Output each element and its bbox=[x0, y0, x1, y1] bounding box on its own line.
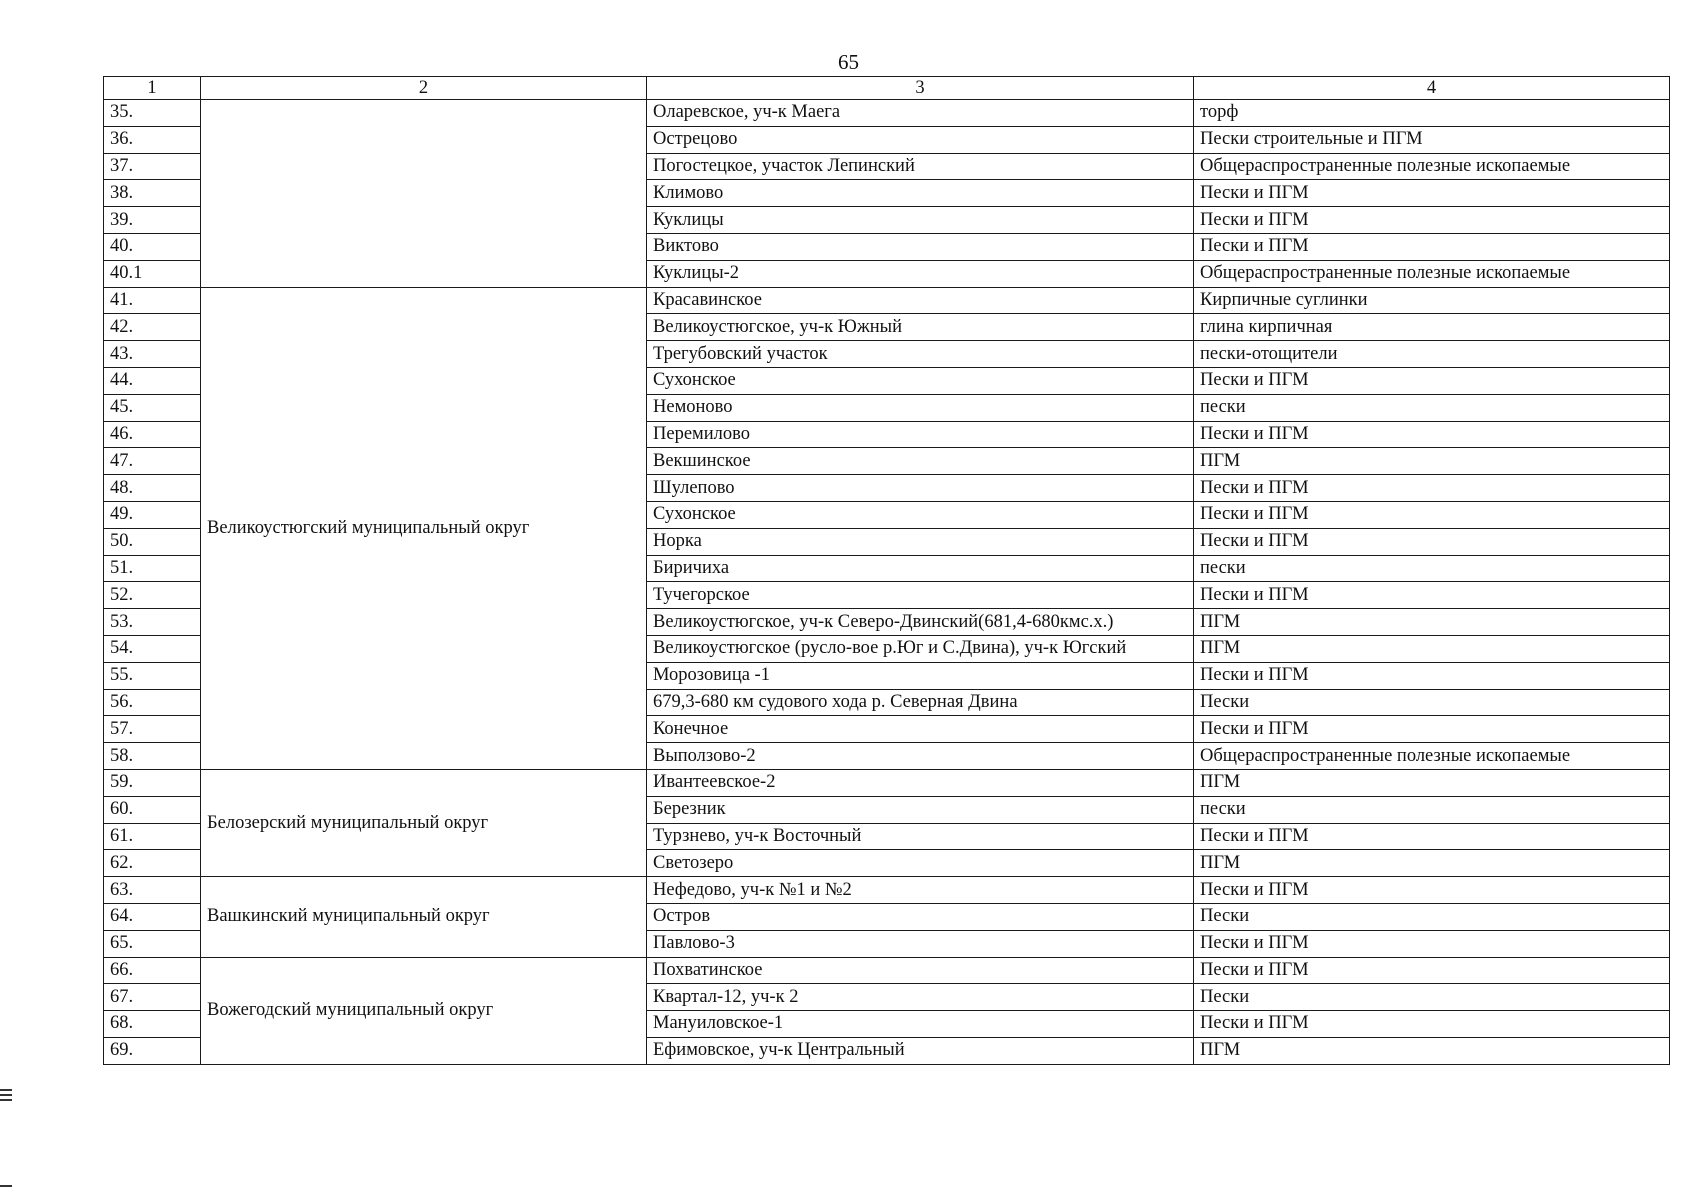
deposit-name: Биричиха bbox=[647, 555, 1194, 582]
mineral-type: Пески и ПГМ bbox=[1194, 207, 1670, 234]
table-body bbox=[104, 100, 1670, 1065]
deposit-name: Куклицы-2 bbox=[647, 260, 1194, 287]
mineral-type: Пески bbox=[1194, 903, 1670, 930]
header-row bbox=[104, 77, 1670, 100]
row-number: 69. bbox=[104, 1037, 201, 1064]
deposit-name: Похватинское bbox=[647, 957, 1194, 984]
deposit-name: Сухонское bbox=[647, 367, 1194, 394]
deposit-name: Перемилово bbox=[647, 421, 1194, 448]
mineral-type: Пески и ПГМ bbox=[1194, 716, 1670, 743]
mineral-type: пески bbox=[1194, 555, 1670, 582]
mineral-type: Пески и ПГМ bbox=[1194, 501, 1670, 528]
row-number: 47. bbox=[104, 448, 201, 475]
mineral-type: Пески и ПГМ bbox=[1194, 528, 1670, 555]
row-number: 59. bbox=[104, 769, 201, 796]
mineral-type: Общераспространенные полезные ископаемые bbox=[1194, 153, 1670, 180]
row-number: 61. bbox=[104, 823, 201, 850]
mineral-type: Пески и ПГМ bbox=[1194, 662, 1670, 689]
deposits-table bbox=[103, 76, 1670, 1065]
row-number: 58. bbox=[104, 743, 201, 770]
margin-mark bbox=[0, 1089, 12, 1091]
row-number: 45. bbox=[104, 394, 201, 421]
deposit-name: Остров bbox=[647, 903, 1194, 930]
mineral-type: Общераспространенные полезные ископаемые bbox=[1194, 260, 1670, 287]
mineral-type: Пески и ПГМ bbox=[1194, 957, 1670, 984]
header-col-2: 2 bbox=[201, 77, 647, 100]
mineral-type: пески bbox=[1194, 394, 1670, 421]
margin-mark bbox=[0, 1094, 12, 1096]
district-name: Белозерский муниципальный округ bbox=[201, 769, 647, 876]
deposit-name: Квартал-12, уч-к 2 bbox=[647, 984, 1194, 1011]
row-number: 60. bbox=[104, 796, 201, 823]
row-number: 53. bbox=[104, 609, 201, 636]
deposit-name: Острецово bbox=[647, 126, 1194, 153]
deposit-name: Светозеро bbox=[647, 850, 1194, 877]
row-number: 35. bbox=[104, 100, 201, 127]
mineral-type: Пески и ПГМ bbox=[1194, 582, 1670, 609]
deposit-name: Березник bbox=[647, 796, 1194, 823]
deposit-name: Великоустюгское, уч-к Южный bbox=[647, 314, 1194, 341]
mineral-type: ПГМ bbox=[1194, 609, 1670, 636]
margin-mark bbox=[0, 1185, 12, 1187]
mineral-type: Пески и ПГМ bbox=[1194, 823, 1670, 850]
table-row bbox=[104, 957, 1670, 984]
row-number: 44. bbox=[104, 367, 201, 394]
deposit-name: Морозовица -1 bbox=[647, 662, 1194, 689]
deposit-name: Шулепово bbox=[647, 475, 1194, 502]
deposit-name: Тучегорское bbox=[647, 582, 1194, 609]
table-row bbox=[104, 769, 1670, 796]
deposit-name: Ефимовское, уч-к Центральный bbox=[647, 1037, 1194, 1064]
deposit-name: Турзнево, уч-к Восточный bbox=[647, 823, 1194, 850]
deposit-name: Оларевское, уч-к Маега bbox=[647, 100, 1194, 127]
mineral-type: ПГМ bbox=[1194, 635, 1670, 662]
row-number: 68. bbox=[104, 1011, 201, 1038]
row-number: 66. bbox=[104, 957, 201, 984]
row-number: 65. bbox=[104, 930, 201, 957]
deposit-name: Климово bbox=[647, 180, 1194, 207]
row-number: 38. bbox=[104, 180, 201, 207]
deposit-name: Выползово-2 bbox=[647, 743, 1194, 770]
district-name: Вожегодский муниципальный округ bbox=[201, 957, 647, 1064]
mineral-type: Пески bbox=[1194, 984, 1670, 1011]
mineral-type: Пески и ПГМ bbox=[1194, 1011, 1670, 1038]
deposit-name: Погостецкое, участок Лепинский bbox=[647, 153, 1194, 180]
mineral-type: Пески и ПГМ bbox=[1194, 421, 1670, 448]
deposit-name: Векшинское bbox=[647, 448, 1194, 475]
mineral-type: Пески и ПГМ bbox=[1194, 877, 1670, 904]
deposit-name: Немоново bbox=[647, 394, 1194, 421]
table-row bbox=[104, 287, 1670, 314]
margin-mark bbox=[0, 1099, 12, 1101]
deposit-name: Норка bbox=[647, 528, 1194, 555]
mineral-type: Пески и ПГМ bbox=[1194, 367, 1670, 394]
deposit-name: Ивантеевское-2 bbox=[647, 769, 1194, 796]
deposit-name: Павлово-3 bbox=[647, 930, 1194, 957]
row-number: 40.1 bbox=[104, 260, 201, 287]
row-number: 55. bbox=[104, 662, 201, 689]
row-number: 67. bbox=[104, 984, 201, 1011]
mineral-type: Пески строительные и ПГМ bbox=[1194, 126, 1670, 153]
header-col-4: 4 bbox=[1194, 77, 1670, 100]
mineral-type: пески bbox=[1194, 796, 1670, 823]
deposit-name: Куклицы bbox=[647, 207, 1194, 234]
row-number: 43. bbox=[104, 341, 201, 368]
row-number: 37. bbox=[104, 153, 201, 180]
table-row bbox=[104, 100, 1670, 127]
mineral-type: ПГМ bbox=[1194, 1037, 1670, 1064]
mineral-type: ПГМ bbox=[1194, 448, 1670, 475]
row-number: 48. bbox=[104, 475, 201, 502]
mineral-type: Кирпичные суглинки bbox=[1194, 287, 1670, 314]
row-number: 41. bbox=[104, 287, 201, 314]
mineral-type: пески-отощители bbox=[1194, 341, 1670, 368]
deposit-name: Виктово bbox=[647, 233, 1194, 260]
page-number: 65 bbox=[838, 50, 859, 74]
deposit-name: Мануиловское-1 bbox=[647, 1011, 1194, 1038]
table-row bbox=[104, 877, 1670, 904]
deposit-name: Великоустюгское, уч-к Северо-Двинский(681,4-680кмс.х.) bbox=[647, 609, 1194, 636]
deposit-name: 679,3-680 км судового хода р. Северная Двина bbox=[647, 689, 1194, 716]
district-name: Великоустюгский муниципальный округ bbox=[201, 287, 647, 769]
mineral-type: Пески и ПГМ bbox=[1194, 180, 1670, 207]
row-number: 39. bbox=[104, 207, 201, 234]
mineral-type: Пески и ПГМ bbox=[1194, 930, 1670, 957]
mineral-type: торф bbox=[1194, 100, 1670, 127]
row-number: 42. bbox=[104, 314, 201, 341]
mineral-type: ПГМ bbox=[1194, 769, 1670, 796]
deposit-name: Сухонское bbox=[647, 501, 1194, 528]
district-name: Вашкинский муниципальный округ bbox=[201, 877, 647, 957]
mineral-type: Пески и ПГМ bbox=[1194, 475, 1670, 502]
row-number: 51. bbox=[104, 555, 201, 582]
row-number: 52. bbox=[104, 582, 201, 609]
mineral-type: Пески и ПГМ bbox=[1194, 233, 1670, 260]
row-number: 56. bbox=[104, 689, 201, 716]
mineral-type: Пески bbox=[1194, 689, 1670, 716]
deposit-name: Нефедово, уч-к №1 и №2 bbox=[647, 877, 1194, 904]
row-number: 46. bbox=[104, 421, 201, 448]
table-header bbox=[104, 77, 1670, 100]
mineral-type: Общераспространенные полезные ископаемые bbox=[1194, 743, 1670, 770]
header-col-1: 1 bbox=[104, 77, 201, 100]
row-number: 54. bbox=[104, 635, 201, 662]
deposit-name: Великоустюгское (русло-вое р.Юг и С.Двина), уч-к Югский bbox=[647, 635, 1194, 662]
deposit-name: Трегубовский участок bbox=[647, 341, 1194, 368]
row-number: 62. bbox=[104, 850, 201, 877]
mineral-type: ПГМ bbox=[1194, 850, 1670, 877]
deposit-name: Конечное bbox=[647, 716, 1194, 743]
deposit-name: Красавинское bbox=[647, 287, 1194, 314]
district-name bbox=[201, 100, 647, 288]
row-number: 63. bbox=[104, 877, 201, 904]
row-number: 36. bbox=[104, 126, 201, 153]
header-col-3: 3 bbox=[647, 77, 1194, 100]
row-number: 49. bbox=[104, 501, 201, 528]
row-number: 50. bbox=[104, 528, 201, 555]
row-number: 57. bbox=[104, 716, 201, 743]
mineral-type: глина кирпичная bbox=[1194, 314, 1670, 341]
row-number: 40. bbox=[104, 233, 201, 260]
row-number: 64. bbox=[104, 903, 201, 930]
